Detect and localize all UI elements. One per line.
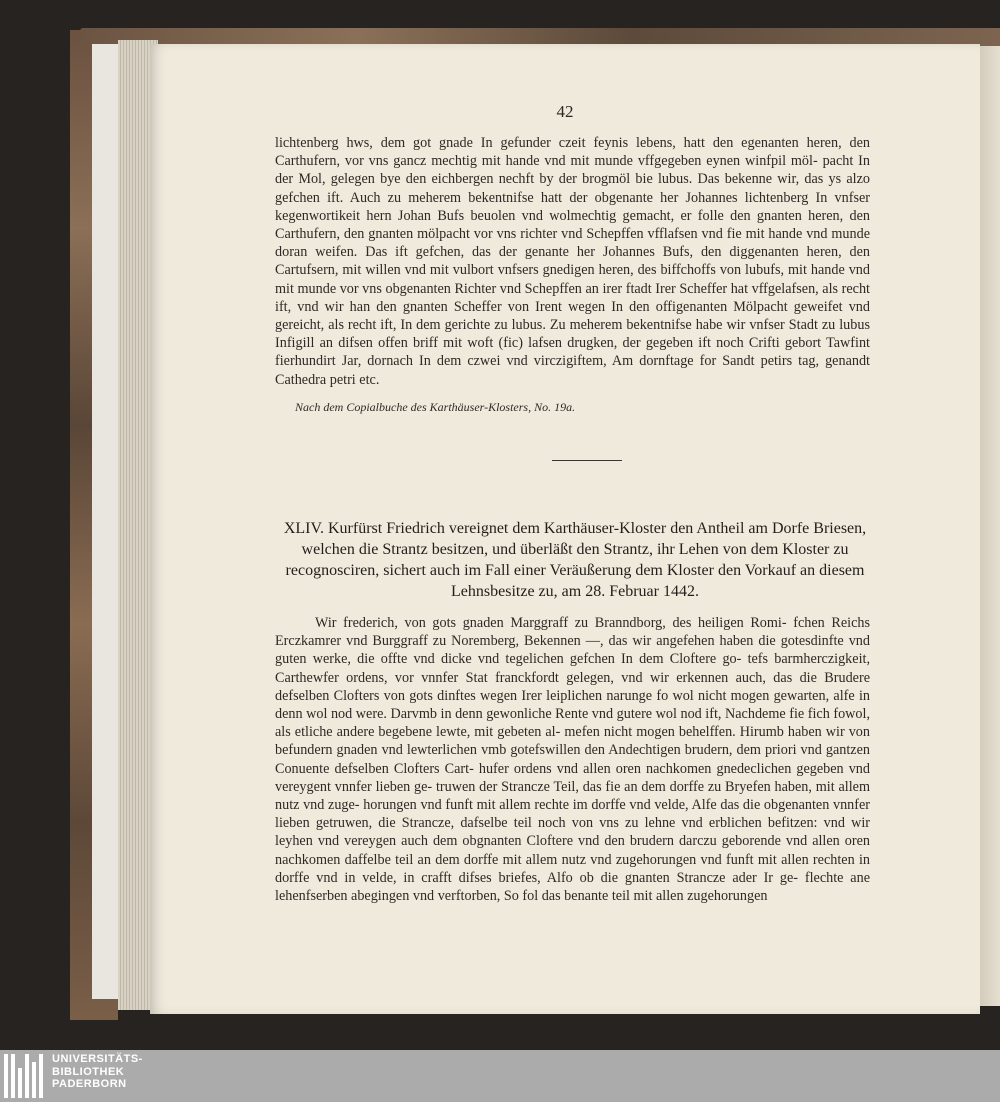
document-heading: XLIV. Kurfürst Friedrich vereignet dem Karthäuser-Kloster den Antheil am Dorfe Briesen, welchen die Strantz besitzen, und überläßt den Strantz, ihr Lehen von dem Kloster zu recognosciren, sichert auch im Fall einer Veräußerung dem Kloster den Vorkauf an diesem Lehnsbesitze zu, am 28. Februar 1442. — [283, 520, 867, 600]
library-footer — [0, 1050, 1000, 1102]
library-logo-icon — [4, 1054, 44, 1098]
page-number: 42 — [556, 102, 574, 121]
paragraph-continued — [275, 134, 870, 389]
library-name: UNIVERSITÄTS- BIBLIOTHEK PADERBORN — [52, 1053, 143, 1090]
source-note: Nach dem Copialbuche des Karthäuser-Klosters, No. 19a. — [295, 400, 576, 414]
section-divider — [552, 460, 622, 461]
paragraph-text: lichtenberg hws, dem got gnade In gefunder czeit feynis lebens, hatt den egenanten heren, den Carthufern, vor vns gancz mechtig mit hande vnd mit munde vffgegeben eynen winfpil möl- pacht In der Mol, gelegen bye den eichbergen nechft by der brogmöl bie lubus. Das bekenne wir, das ys alzo gefchen ift. Auch zu meherem bekentnifse hatt der obgenante her Johannes lichtenberg In vnfser kegenwortikeit hern Johan Bufs beuolen vnd wolmechtig gemacht, er folle den gnanten heren, den Carthufern, den gnanten mölpacht vor vns richter vnd Schepffen vfflafsen vnd fie mit hande vnd munde doran weifen. Das ift gefchen, das der genante her Johannes Bufs, den diggenanten heren, den Cartufsern, mit willen vnd mit vulbort vnfsers gnedigen heren, des biffchoffs von lubufs, mit hande vnd mit munde vor vns obgenanten Richter vnd Schepffen an irer ftadt Irer Scheffer hat vffgelafsen, als recht ift, vnd wir han den gnanten Scheffer von Irent wegen In den offigenanten Mölpacht geweifet vnd gereicht, als recht ift, In dem gerichte zu lubus. Zu meherem bekentnifse habe wir vnfser Stadt zu lubus Infigill an difsen offen briff mit woft (fic) lafsen drugken, der gegeben ift noch Crifti gebort Tawfint fierhundirt Jar, dornach In dem czwei vnd virczigiftem, Am dornftage for Sandt petirs tag, genandt Cathedra petri etc. — [275, 135, 870, 388]
book-page — [150, 44, 980, 1014]
paragraph-text: Wir frederich, von gots gnaden Marggraff zu Branndborg, des heiligen Romi- fchen Reichs Erczkamrer vnd Burggraff zu Noremberg, Bekennen —, das wir angefehen haben die gotesdinfte vnd guten werke, die offte vnd dicke vnd tegelichen gefchen In dem Cloftere go- tefs barmherczigkeit, Carthewfer ordens, vor vnnfer Stat franckfordt gelegen, vnd wir erkennen auch, das die Brudere defselben Clofters von gots dinftes wegen Irer leiplichen narunge fo wol nicht mogen gewarten, alfe in denn wol nod were. Darvmb in denn gewonliche Rente vnd gutere wol nod ift, Nachdeme fie fich fowol, als etliche andere begebene lewte, mit gebeten al- mefen nicht mogen behelffen. Hirumb haben wir von befundern gnaden vnd lewterlichen vmb gotefswillen den Andechtigen brudern, dem priori vnd gantzen Conuente defselben Clofters Cart- hufer ordens vnd allen oren nachkomen gnedeclichen gegeben vnd vereygent vnnfer lieben ge- truwen der Strancze Teil, das fie an dem dorffe zu Bryefen haben, mit allem nutz vnd zuge- horungen vnd funft mit allem rechte im dorffe vnd velde, Alfe das die obgenanten vnnfer lieben getruwen, die Strancze, dafselbe teil noch von vns zu lehne vnd erblichen befitzen: vnd wir leyhen vnd vereygen auch dem obgnanten Cloftere vnd den brudern darczu geborende vnd allen oren nachkomen daffelbe teil an dem dorffe mit allem nutz vnd zugehorungen vnd funft mit allen rechten in dorffe vnd in velde, in crafft difses briefes, Alfo ob die gnanten Strancze ader Ir ge- flechte ane lehenfserben abegingen vnd verftorben, So fol das benante teil mit allen zugehorungen — [275, 615, 870, 905]
document-body — [275, 614, 870, 905]
